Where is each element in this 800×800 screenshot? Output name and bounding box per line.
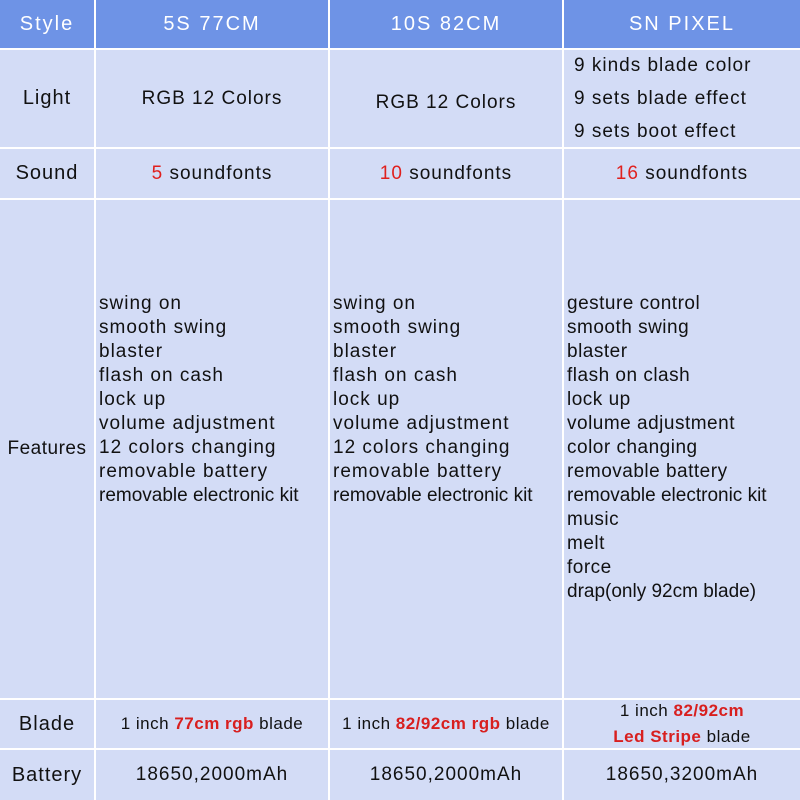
features-label: Features [7,438,87,459]
blade-pre: 1 inch [342,714,391,733]
blade-highlight: 82/92cm rgb [395,714,501,733]
feature-item: volume adjustment [567,413,735,434]
blade-label: Blade [18,712,76,735]
light-col3-line: 9 sets boot effect [574,121,737,142]
feature-item: smooth swing [567,317,690,338]
feature-item: melt [567,533,605,554]
row-label-sound [0,149,96,200]
header-style [0,0,96,50]
blade-post: blade [706,727,751,746]
feature-item: flash on cash [99,365,224,386]
sound-label: Sound [15,162,79,184]
battery-col1-text: 18650,2000mAh [135,764,289,785]
feature-item: volume adjustment [99,413,276,434]
sound-col1-count: 5 [151,162,164,184]
light-col2 [330,50,564,149]
blade-highlight: 77cm rgb [174,714,254,733]
blade-post: blade [505,714,550,733]
blade-col3-text [613,700,750,750]
feature-item: force [567,557,612,578]
feature-item: flash on clash [567,365,691,386]
blade-pre: 1 inch [619,701,669,720]
light-col1 [96,50,330,149]
feature-item: 12 colors changing [333,437,511,458]
feature-item: smooth swing [333,317,462,338]
feature-item: lock up [99,389,167,410]
sound-col2 [330,149,564,200]
battery-col3 [564,750,800,800]
row-label-features [0,200,96,700]
feature-item: removable battery [99,461,269,482]
feature-item: music [567,509,620,530]
features-col1 [96,200,330,700]
header-col2-label: 10S 82CM [390,12,502,35]
feature-item: removable electronic kit [99,485,299,506]
feature-item: lock up [567,389,631,410]
blade-pre: 1 inch [120,714,170,733]
feature-item: removable electronic kit [567,485,767,506]
feature-item: smooth swing [99,317,228,338]
feature-item: blaster [567,341,628,362]
feature-item: 12 colors changing [99,437,277,458]
row-label-light [0,50,96,149]
feature-item: swing on [99,293,182,314]
features-col3 [564,200,800,700]
row-label-battery [0,750,96,800]
blade-post: blade [259,714,304,733]
blade-col2 [330,700,564,750]
battery-col2-text: 18650,2000mAh [369,764,523,785]
sound-col3-text: soundfonts [645,162,749,184]
battery-col1 [96,750,330,800]
battery-col3-text: 18650,3200mAh [605,764,759,785]
header-col2 [330,0,564,50]
light-col3-line: 9 sets blade effect [574,88,747,109]
blade-col2-text [342,714,550,734]
blade-col3 [564,700,800,750]
sound-col2-count: 10 [379,162,403,184]
light-col1-text: RGB 12 Colors [141,87,283,109]
feature-item: lock up [333,389,401,410]
sound-col2-text: soundfonts [409,162,513,184]
feature-item: removable battery [567,461,728,482]
feature-item: blaster [99,341,164,362]
header-col1 [96,0,330,50]
sound-col3 [564,149,800,200]
features-col2 [330,200,564,700]
light-col2-text: RGB 12 Colors [375,91,517,113]
row-label-blade [0,700,96,750]
battery-col2 [330,750,564,800]
light-col3 [564,50,800,149]
feature-item: gesture control [567,293,701,314]
feature-item: drap(only 92cm blade) [567,581,757,602]
light-label: Light [22,87,72,109]
blade-col1 [96,700,330,750]
feature-item: blaster [333,341,398,362]
light-col3-line: 9 kinds blade color [574,55,752,76]
header-col1-label: 5S 77CM [163,12,261,35]
feature-item: flash on cash [333,365,458,386]
blade-col1-text [121,714,304,734]
sound-col1-text: soundfonts [169,162,273,184]
header-col3-label: SN PIXEL [628,12,736,35]
sound-col1 [96,149,330,200]
feature-item: color changing [567,437,698,458]
feature-item: swing on [333,293,416,314]
feature-item: volume adjustment [333,413,510,434]
blade-highlight: Led Stripe [613,727,702,746]
header-style-label: Style [19,12,75,35]
blade-highlight: 82/92cm [673,701,745,720]
sound-col3-count: 16 [615,162,639,184]
battery-label: Battery [11,763,83,786]
header-col3 [564,0,800,50]
feature-item: removable electronic kit [333,485,533,506]
feature-item: removable battery [333,461,503,482]
